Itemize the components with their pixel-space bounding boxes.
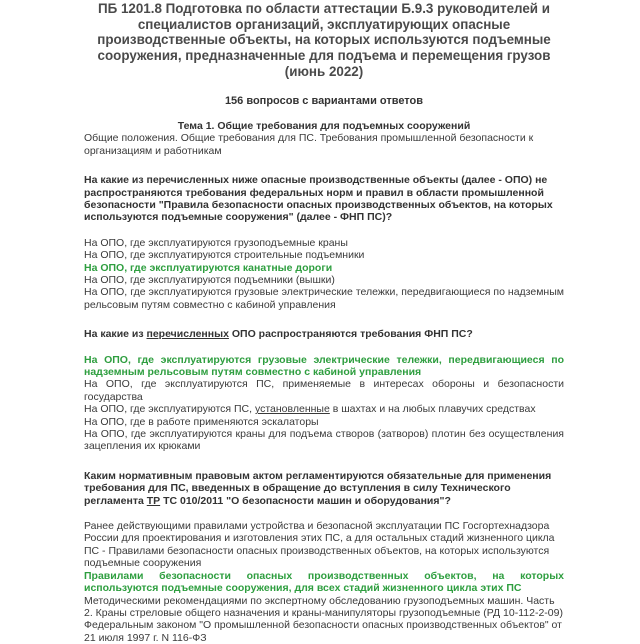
document-page [84, 0, 564, 644]
answer-item: На ОПО, где эксплуатируются строительные подъемники [84, 249, 365, 262]
question-text-part: ТС 010/2011 "О безопасности машин и оборудования"? [160, 494, 451, 507]
question-2 [84, 328, 564, 340]
topic-description: Общие положения. Общие требования для ПС. Требования промышленной безопасности к организациям и работникам [84, 132, 534, 157]
answer-item: На ОПО, где в работе применяются эскалаторы [84, 415, 319, 428]
question-text-part: На какие из [84, 328, 147, 341]
answer-item: На ОПО, где эксплуатируются грузовые электрические тележки, передвигающиеся по надземным рельсовым путям совместно с кабиной управления [84, 286, 564, 311]
underlined-word: перечисленных [146, 328, 229, 341]
question-1: На какие из перечисленных ниже опасные производственные объекты (далее - ОПО) не распространяются требования федеральных норм и правил в области промышленной безопасности "Правила безопасности опасных производственных объектов, на которых используются подъемные сооружения" (далее - ФНП ПС)? [84, 174, 553, 224]
question-3 [84, 470, 564, 507]
correct-answer-item: Правилами безопасности опасных производственных объектов, на которых используются подъемные сооружения, для всех стадий жизненного цикла этих ПС [84, 569, 564, 595]
underlined-word: установленные [254, 403, 330, 416]
answer-text-part: в шахтах и на любых плавучих средствах [329, 403, 536, 416]
document-title: ПБ 1201.8 Подготовка по области аттестации Б.9.3 руководителей и специалистов организаций, эксплуатирующих опасные производственные объекты, на которых используются подъемные сооружения, предназначенные для подъема и перемещения грузов (июнь 2022) [97, 1, 551, 79]
correct-answer-item: На ОПО, где эксплуатируются канатные дороги [84, 261, 333, 274]
question-text-part: Каким нормативным правовым актом регламентируются обязательные для применения требования для ПС, введенных в обращение до вступления в силу Технического регламента [84, 469, 552, 507]
answer-item: Ранее действующими правилами устройства и безопасной эксплуатации ПС Госгортехнадзора России для проектирования и изготовления этих ПС, а для остальных стадий жизненного цикла ПС - Правилами безопасности опасных производственных объектов, на которых используются подъемные сооружения [84, 520, 555, 570]
answer-item: На ОПО, где эксплуатируются ПС, применяемые в интересах обороны и безопасности государства [84, 378, 564, 403]
answer-text-part: На ОПО, где эксплуатируются ПС, [84, 403, 255, 416]
underlined-word: ТР [146, 494, 161, 507]
answer-item: На ОПО, где эксплуатируются краны для подъема створов (затворов) плотин без осуществления зацепления их крюками [84, 428, 564, 453]
question-count: 156 вопросов с вариантами ответов [224, 94, 424, 107]
answer-item [84, 403, 564, 415]
answer-list-1 [84, 237, 564, 311]
answer-item: Методическими рекомендациями по экспертному обследованию грузоподъемных машин. Часть 2. Краны стреловые общего назначения и краны-манипуляторы грузоподъемные (РД 10-112-2-09) [84, 594, 563, 619]
answer-item: На ОПО, где эксплуатируются подъемники (вышки) [84, 273, 335, 286]
topic-title: Тема 1. Общие требования для подъемных сооружений [177, 119, 471, 132]
answer-item: На ОПО, где эксплуатируются грузоподъемные краны [84, 236, 348, 249]
answer-list-2 [84, 354, 564, 453]
question-text-part: ОПО распространяются требования ФНП ПС? [228, 328, 473, 341]
answer-list-3 [84, 520, 564, 644]
correct-answer-item: На ОПО, где эксплуатируются грузовые электрические тележки, передвигающиеся по надземным рельсовым путям совместно с кабиной управления [84, 353, 564, 379]
answer-item: Федеральным законом "О промышленной безопасности опасных производственных объектов" от 21 июля 1997 г. N 116-ФЗ [84, 619, 562, 644]
